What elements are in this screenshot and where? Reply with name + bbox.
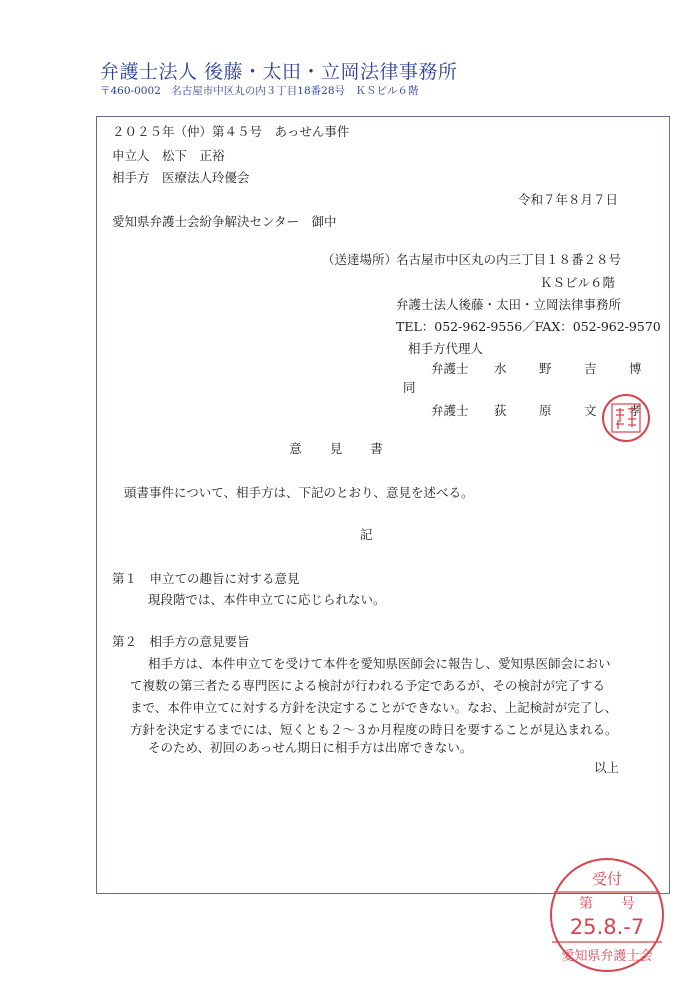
lawyer1-name: 水 野 吉 博 <box>494 361 652 376</box>
section2-heading: 第２ 相手方の意見要旨 <box>112 634 250 649</box>
section2-line: 相手方は、本件申立てを受けて本件を愛知県医師会に報告し、愛知県医師会におい <box>148 656 611 671</box>
sender-firm: 弁護士法人後藤・太田・立岡法律事務所 <box>396 297 622 312</box>
lawyer-seal-icon <box>600 392 652 444</box>
document-title: 意見書 <box>289 441 411 456</box>
same-label: 同 <box>403 380 416 395</box>
respondent: 相手方 医療法人玲優会 <box>112 170 250 185</box>
section2-line: まで、本件申立てに対する方針を決定することができない。なお、上記検討が完了し、 <box>130 700 618 715</box>
agent-label: 相手方代理人 <box>408 341 484 356</box>
firm-name: 弁護士法人 後藤・太田・立岡法律事務所 <box>100 61 458 83</box>
applicant: 申立人 松下 正裕 <box>112 148 225 163</box>
section2-line: 方針を決定するまでには、短くとも２～３か月程度の時日を要することが見込まれる。 <box>130 722 618 737</box>
section1-heading: 第１ 申立ての趣旨に対する意見 <box>112 571 300 586</box>
sender-tel-fax: TEL：052-962-9556／FAX：052-962-9570 <box>396 319 661 334</box>
service-address-line2: ＫＳビル６階 <box>540 275 616 290</box>
lawyer2-title: 弁護士 <box>431 403 469 418</box>
section2-line: て複数の第三者たる専門医による検討が行われる予定であるが、その検討が完了する <box>130 678 606 693</box>
service-address-line1: 名古屋市中区丸の内三丁目１８番２８号 <box>396 252 622 267</box>
stamp-number-label: 第 号 <box>579 896 635 912</box>
lawyer2-name: 荻 原 文 孝 <box>494 403 652 418</box>
addressee: 愛知県弁護士会紛争解決センター 御中 <box>112 214 337 229</box>
document-date: 令和７年８月７日 <box>518 192 619 207</box>
ki-label: 記 <box>360 527 373 542</box>
firm-address: 〒460-0002 名古屋市中区丸の内３丁目18番28号 ＫＳビル６階 <box>100 85 419 97</box>
intro-text: 頭書事件について、相手方は、下記のとおり、意見を述べる。 <box>124 485 474 500</box>
stamp-issuer: 愛知県弁護士会 <box>561 949 653 964</box>
section2-line: そのため、初回のあっせん期日に相手方は出席できない。 <box>148 740 473 755</box>
case-number: ２０２５年（仲）第４５号 あっせん事件 <box>112 124 350 139</box>
closing-text: 以上 <box>594 760 620 775</box>
section1-body: 現段階では、本件申立てに応じられない。 <box>148 592 386 607</box>
service-location-label: （送達場所） <box>322 252 398 267</box>
reception-stamp <box>548 856 666 974</box>
stamp-top: 受付 <box>591 870 623 888</box>
stamp-date: 25.8.-7 <box>569 915 645 939</box>
document-frame <box>96 116 670 894</box>
lawyer1-title: 弁護士 <box>431 361 469 376</box>
